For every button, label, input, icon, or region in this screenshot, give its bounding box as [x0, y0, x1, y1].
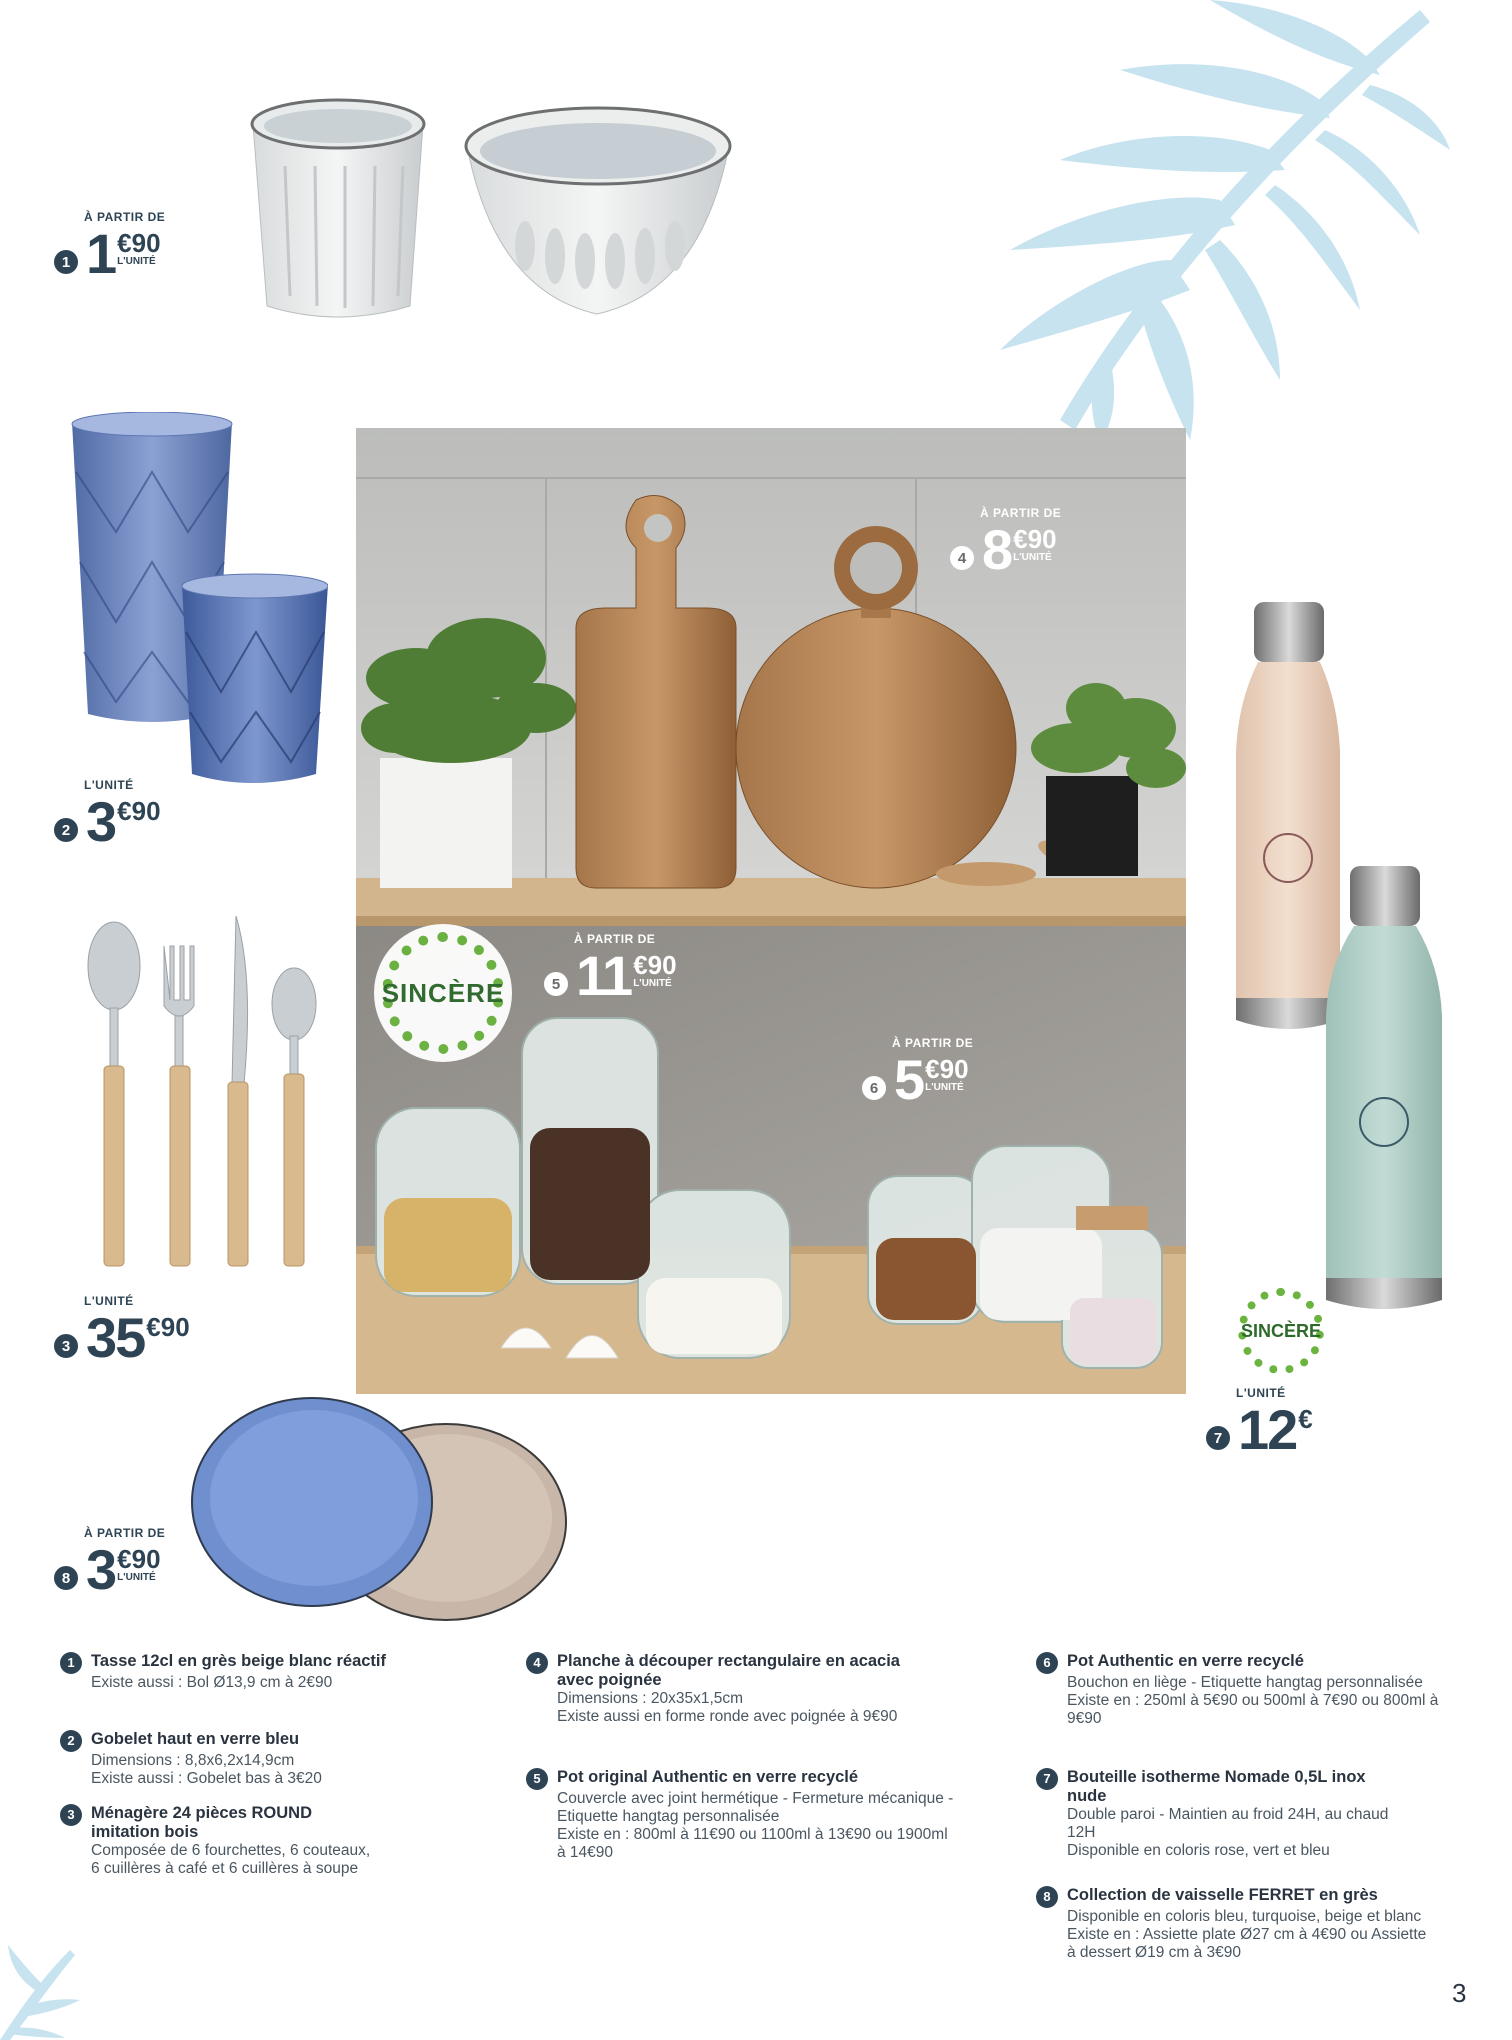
price-euros: 3	[86, 1538, 116, 1601]
item-number: 3	[54, 1334, 78, 1358]
palm-leaf-decoration	[990, 0, 1450, 440]
plates-image	[190, 1396, 682, 1622]
product-detail: Couvercle avec joint hermétique - Fermeture mécanique - Etiquette hangtag personnalisée	[557, 1790, 954, 1825]
product-description-6	[1036, 1652, 1440, 1728]
item-number: 5	[526, 1768, 548, 1790]
price-tag-7	[1206, 1386, 1313, 1461]
product-detail: Existe aussi : Bol Ø13,9 cm à 2€90	[91, 1674, 333, 1691]
price-unit: L'UNITÉ	[925, 1082, 964, 1093]
price-euros: 12	[1238, 1398, 1297, 1461]
price-unit: L'UNITÉ	[117, 1572, 156, 1583]
product-detail: Dimensions : 20x35x1,5cm	[557, 1690, 744, 1707]
price-cents: €90	[925, 1054, 969, 1084]
product-title: Gobelet haut en verre bleu	[91, 1730, 300, 1748]
price-prefix: À PARTIR DE	[84, 1526, 166, 1540]
cup-and-bowl-image	[245, 96, 745, 326]
price-cents: €	[1298, 1404, 1313, 1434]
sincere-logo-text: SINCÈRE	[381, 977, 505, 1008]
product-title: Tasse 12cl en grès beige blanc réactif	[91, 1652, 387, 1670]
product-description-3	[60, 1804, 378, 1878]
item-number: 7	[1206, 1426, 1230, 1450]
product-title: Collection de vaisselle FERRET en grès	[1067, 1886, 1378, 1904]
product-detail: Disponible en coloris bleu, turquoise, beige et blanc	[1067, 1908, 1422, 1925]
product-title: Pot original Authentic en verre recyclé	[557, 1768, 859, 1786]
product-detail: Existe aussi en forme ronde avec poignée à 9€90	[557, 1708, 898, 1725]
item-number: 1	[60, 1652, 82, 1674]
price-tag-6	[862, 1036, 974, 1111]
bottles-image	[1228, 602, 1446, 1318]
item-number: 5	[544, 972, 568, 996]
item-number: 6	[1036, 1652, 1058, 1674]
product-description-7	[1036, 1768, 1408, 1860]
blue-glasses-image	[66, 412, 328, 790]
product-detail: Disponible en coloris rose, vert et bleu	[1067, 1842, 1330, 1859]
price-prefix: À PARTIR DE	[892, 1036, 974, 1050]
product-detail: Existe aussi : Gobelet bas à 3€20	[91, 1770, 322, 1787]
price-cents: €90	[633, 950, 677, 980]
price-cents: €90	[117, 228, 161, 258]
product-title: Ménagère 24 pièces ROUND imitation bois	[91, 1804, 313, 1841]
item-number: 7	[1036, 1768, 1058, 1790]
product-description-5	[526, 1768, 958, 1862]
price-cents: €90	[146, 1312, 190, 1342]
item-number: 4	[950, 546, 974, 570]
price-tag-2	[54, 778, 161, 853]
price-euros: 1	[86, 222, 116, 285]
product-detail: Bouchon en liège - Etiquette hangtag personnalisée	[1067, 1674, 1423, 1691]
item-number: 6	[862, 1076, 886, 1100]
product-title: Planche à découper rectangulaire en acacia avec poignée	[557, 1652, 900, 1689]
price-prefix: L'UNITÉ	[1236, 1386, 1286, 1400]
price-prefix: L'UNITÉ	[84, 1294, 134, 1308]
price-prefix: À PARTIR DE	[574, 932, 656, 946]
price-unit: L'UNITÉ	[1013, 552, 1052, 563]
price-tag-5	[544, 932, 677, 1007]
item-number: 3	[60, 1804, 82, 1826]
cutlery-image	[84, 916, 324, 1268]
item-number: 2	[54, 818, 78, 842]
product-detail: Existe en : Assiette plate Ø27 cm à 4€90 ou Assiette à dessert Ø19 cm à 3€90	[1067, 1926, 1427, 1961]
product-title: Pot Authentic en verre recyclé	[1067, 1652, 1304, 1670]
product-description-8	[1036, 1886, 1438, 1962]
price-euros: 35	[86, 1306, 145, 1369]
price-tag-4	[950, 506, 1062, 581]
item-number: 1	[54, 250, 78, 274]
price-euros: 3	[86, 790, 116, 853]
price-prefix: L'UNITÉ	[84, 778, 134, 792]
product-detail: Existe en : 800ml à 11€90 ou 1100ml à 13€90 ou 1900ml à 14€90	[557, 1826, 948, 1861]
palm-leaf-decoration-bottom	[0, 1940, 90, 2040]
price-euros: 5	[894, 1048, 924, 1111]
kitchen-scene-photo	[356, 428, 1186, 1394]
price-tag-1	[54, 210, 166, 285]
price-tag-3	[54, 1294, 190, 1369]
price-cents: €90	[117, 1544, 161, 1574]
product-detail: Existe en : 250ml à 5€90 ou 500ml à 7€90 ou 800ml à 9€90	[1067, 1692, 1439, 1727]
product-description-4	[526, 1652, 936, 1726]
price-cents: €90	[1013, 524, 1057, 554]
price-unit: L'UNITÉ	[633, 978, 672, 989]
item-number: 8	[54, 1566, 78, 1590]
price-prefix: À PARTIR DE	[84, 210, 166, 224]
product-description-2	[60, 1730, 390, 1788]
price-prefix: À PARTIR DE	[980, 506, 1062, 520]
product-description-1	[60, 1652, 390, 1692]
price-euros: 8	[982, 518, 1012, 581]
item-number: 4	[526, 1652, 548, 1674]
sincere-logo-text: SINCÈRE	[1240, 1320, 1321, 1341]
page-number: 3	[1452, 1978, 1467, 2008]
price-unit: L'UNITÉ	[117, 256, 156, 267]
product-detail: Double paroi - Maintien au froid 24H, au chaud 12H	[1067, 1806, 1389, 1841]
price-cents: €90	[117, 796, 161, 826]
product-detail: Composée de 6 fourchettes, 6 couteaux, 6 cuillères à café et 6 cuillères à soupe	[91, 1842, 371, 1877]
price-tag-8	[54, 1526, 166, 1601]
sincere-logo	[374, 924, 512, 1062]
item-number: 8	[1036, 1886, 1058, 1908]
product-title: Bouteille isotherme Nomade 0,5L inox nude	[1067, 1768, 1366, 1805]
product-detail: Dimensions : 8,8x6,2x14,9cm	[91, 1752, 295, 1769]
item-number: 2	[60, 1730, 82, 1752]
price-euros: 11	[576, 944, 632, 1007]
